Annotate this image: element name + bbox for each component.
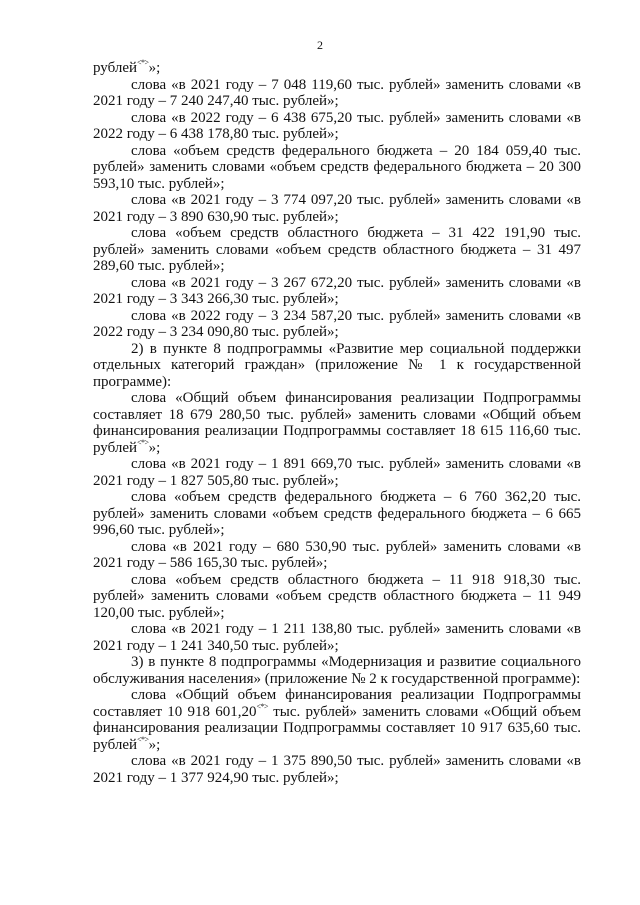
page-number: 2 <box>317 38 323 52</box>
footnote-marker: <*> <box>137 437 149 447</box>
paragraph <box>93 753 581 786</box>
paragraph <box>93 77 581 110</box>
paragraph-text: »; <box>148 736 161 753</box>
paragraph-text: слова «объем средств областного бюджета – 31 422 191,90 тыс. рублей» заменить словами «объем средств областного бюджета – 31 497 289,60 тыс. рублей»; <box>93 225 581 274</box>
paragraph <box>93 308 581 341</box>
paragraph-text: рублей <box>93 60 138 76</box>
paragraph-text: слова «объем средств федерального бюджета – 20 184 059,40 тыс. рублей» заменить словами «объем средств федерального бюджета – 20 300 593,10 тыс. рублей»; <box>93 142 581 192</box>
paragraph-text: слова «в 2021 году – 7 048 119,60 тыс. рублей» заменить словами «в 2021 году – 7 240 247,40 тыс. рублей»; <box>93 76 581 109</box>
paragraph-text: слова «Общий объем финансирования реализации Подпрограммы составляет 10 918 601,20 <box>93 687 581 720</box>
paragraph-text: »; <box>148 439 161 456</box>
document-body <box>93 60 581 786</box>
paragraph-text: слова «в 2021 году – 1 891 669,70 тыс. рублей» заменить словами «в 2021 году – 1 827 505,80 тыс. рублей»; <box>93 456 581 489</box>
paragraph-text: слова «Общий объем финансирования реализации Подпрограммы составляет 18 679 280,50 тыс. рублей» заменить словами «Общий объем финансирования реализации Подпрограммы составляет 18 615 116,60 тыс. рублей <box>93 390 581 456</box>
paragraph-text: слова «в 2021 году – 1 211 138,80 тыс. рублей» заменить словами «в 2021 году – 1 241 340,50 тыс. рублей»; <box>93 621 581 654</box>
paragraph <box>93 341 581 391</box>
paragraph-text: слова «в 2021 году – 1 375 890,50 тыс. рублей» заменить словами «в 2021 году – 1 377 924,90 тыс. рублей»; <box>93 753 581 786</box>
footnote-marker: <*> <box>256 701 268 711</box>
paragraph-text: слова «объем средств областного бюджета – 11 918 918,30 тыс. рублей» заменить словами «объем средств областного бюджета – 11 949 120,00 тыс. рублей»; <box>93 571 581 621</box>
footnote-marker: <*> <box>137 734 149 744</box>
paragraph <box>93 143 581 193</box>
paragraph <box>93 654 581 687</box>
paragraph <box>93 225 581 275</box>
footnote-marker: <*> <box>137 58 149 67</box>
paragraph-text: 2) в пункте 8 подпрограммы «Развитие мер социальной поддержки отдельных категорий граждан» (приложение № 1 к государственной программе): <box>93 340 581 390</box>
paragraph-text: слова «в 2021 году – 3 774 097,20 тыс. рублей» заменить словами «в 2021 году – 3 890 630,90 тыс. рублей»; <box>93 192 581 225</box>
paragraph-text: слова «в 2021 году – 3 267 672,20 тыс. рублей» заменить словами «в 2021 году – 3 343 266,30 тыс. рублей»; <box>93 274 581 307</box>
paragraph <box>93 110 581 143</box>
paragraph <box>93 60 581 77</box>
paragraph-text: слова «в 2022 году – 6 438 675,20 тыс. рублей» заменить словами «в 2022 году – 6 438 178,80 тыс. рублей»; <box>93 109 581 142</box>
paragraph-text: слова «объем средств федерального бюджета – 6 760 362,20 тыс. рублей» заменить словами «объем средств федерального бюджета – 6 665 996,60 тыс. рублей»; <box>93 489 581 538</box>
paragraph-text: 3) в пункте 8 подпрограммы «Модернизация и развитие социального обслуживания населения» (приложение № 2 к государственной программе): <box>93 654 581 687</box>
paragraph <box>93 621 581 654</box>
paragraph <box>93 192 581 225</box>
paragraph-text: »; <box>148 60 161 76</box>
paragraph <box>93 275 581 308</box>
paragraph <box>93 489 581 539</box>
paragraph <box>93 687 581 753</box>
paragraph-text: тыс. рублей» заменить словами «Общий объем финансирования реализации Подпрограммы составляет 10 917 635,60 тыс. рублей <box>93 703 581 753</box>
paragraph <box>93 539 581 572</box>
paragraph-text: слова «в 2021 году – 680 530,90 тыс. рублей» заменить словами «в 2021 году – 586 165,30 тыс. рублей»; <box>93 538 581 571</box>
paragraph <box>93 572 581 622</box>
paragraph <box>93 390 581 456</box>
paragraph <box>93 456 581 489</box>
paragraph-text: слова «в 2022 году – 3 234 587,20 тыс. рублей» заменить словами «в 2022 году – 3 234 090,80 тыс. рублей»; <box>93 307 581 340</box>
